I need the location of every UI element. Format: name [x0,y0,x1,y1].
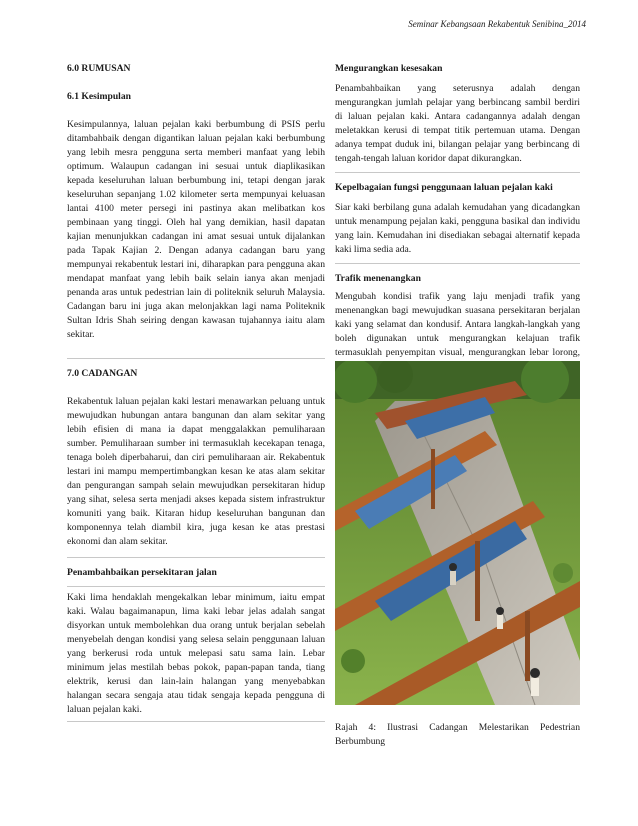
subheading-kesesakan: Mengurangkan kesesakan [335,63,443,74]
subheading-trafik: Trafik menenangkan [335,273,421,284]
pedestrian [531,678,539,696]
shrub [553,563,573,583]
support-column [475,541,480,621]
covered-walkway-illustration [335,361,580,705]
divider [67,721,325,722]
subsection-heading-kesimpulan: 6.1 Kesimpulan [67,91,131,102]
support-column [525,611,530,681]
paragraph-cadangan: Rekabentuk laluan pejalan kaki lestari menawarkan peluang untuk mewujudkan hubungan antara bangunan dan alam sekitar yang lebih efisien di mana ia dapat menggalakkan pemuliharaan sumber. Pemuliharaan sumber ini termasuklah kecekapan tenaga, tenaga boleh diperbaharui, dan ciri pemuliharaan air. Rekabentuk lestari ini mampu mempertimbangkan kesan ke atas alam sekitar dan pengurangan sampah selain mewujudkan persekitaran hidup yang sihat, selesa serta menjadi akses kepada sistem infrastruktur komuniti yang baik. Kitaran hidup keseluruhan bangunan dan komponennya telah diambil kira, juga kesan ke atas prestasi ekonomi dan alam sekitar. [67,396,325,547]
paragraph-trafik: Mengubah kondisi trafik yang laju menjadi trafik yang menenangkan bagi mewujudkan suasana persekitaran berjalan kaki yang selamat dan kondusif. Antara langkah-langkah yang boleh digunakan untuk mengurangkan kelajuan trafik termasuklah penyempitan visual, mengurangkan lebar lorong, [335,291,580,358]
subheading-penambahbaikan: Penambahbaikan persekitaran jalan [67,567,217,578]
figure-caption: Rajah 4: Ilustrasi Cadangan Melestarikan Pedestrian Berbumbung [335,722,580,747]
paragraph-penambahbaikan: Kaki lima hendaklah mengekalkan lebar minimum, iaitu empat kaki. Walau bagaimanapun, lima kaki lebar jelas adalah sangat disyorkan untuk membolehkan dua orang untuk berjalan sebelah menyebelah dengan kondisi yang selesa selain penggunaan laluan yang berkerusi roda untuk melepasi satu sama lain. Lebar minimum jelas mestilah bebas pokok, papan-papan tanda, tiang elektrik, kerusi dan lain-lain halangan yang menyebabkan halangan secara sengaja atau tidak sengaja kepada pengguna di laluan pejalan kaki. [67,592,325,715]
figure-illustration [335,361,580,705]
left-column [67,62,325,722]
right-column [335,62,580,374]
section-heading-rumusan: 6.0 RUMUSAN [67,63,131,74]
paragraph-kesimpulan: Kesimpulannya, laluan pejalan kaki berbumbung di PSIS perlu ditambahbaik dengan digantikan laluan pejalan kaki berbumbung yang lebih mesra pengguna serta memberi manfaat yang lebih optimum. Walaupun cadangan ini sesuai untuk diaplikasikan kepada keseluruhan laluan berbumbung ini, tetapi dengan jarak keseluruhan sepanjang 1.02 kilometer serta mempunyai keluasan lantai 4100 meter persegi ini pastinya akan melibatkan kos pembinaan yang tinggi. Oleh hal yang demikian, hasil dapatan kajian menunjukkan cadangan ini amat sesuai untuk dijalankan pada Tapak Kajian 2. Dengan adanya cadangan baru yang mempunyai rekabentuk lestari ini, diharapkan para pengguna akan mendapat manfaat yang lebih baik selain ianya akan menjadi penanda aras untuk pedestrian lain di politeknik seluruh Malaysia. Cadangan baru ini juga akan melonjakkan lagi nama Politeknik Sultan Idris Shah seiring dengan kawasan tujahannya iaitu alam sekitar. [67,119,325,340]
pedestrian [497,615,503,629]
pedestrian [530,668,540,678]
section-heading-cadangan: 7.0 CADANGAN [67,368,138,379]
paragraph-kepelbagaian: Siar kaki berbilang guna adalah kemudahan yang dicadangkan untuk menampung pejalan kaki, pengguna basikal dan individu yang lain. Kemudahan ini disediakan sebagai alternatif kepada kaki lima sedia ada. [335,202,580,255]
shrub [341,649,365,673]
pedestrian [450,571,456,585]
pedestrian [496,607,504,615]
running-header: Seminar Kebangsaan Rekabentuk Senibina_2014 [408,19,586,29]
paragraph-kesesakan: Penambahbaikan yang seterusnya adalah dengan mengurangkan jumlah pelajar yang berbincang sambil berdiri di laluan pejalan kaki. Antara cadangannya adalah dengan meletakkan kerusi di tempat titik pertemuan utama. Dengan adanya tempat duduk ini, bilangan pelajar yang berbincang di tengah-tengah laluan koridor dapat dikurangkan. [335,83,580,164]
support-column [431,449,435,509]
pedestrian [449,563,457,571]
subheading-kepelbagaian: Kepelbagaian fungsi penggunaan laluan pejalan kaki [335,182,553,193]
